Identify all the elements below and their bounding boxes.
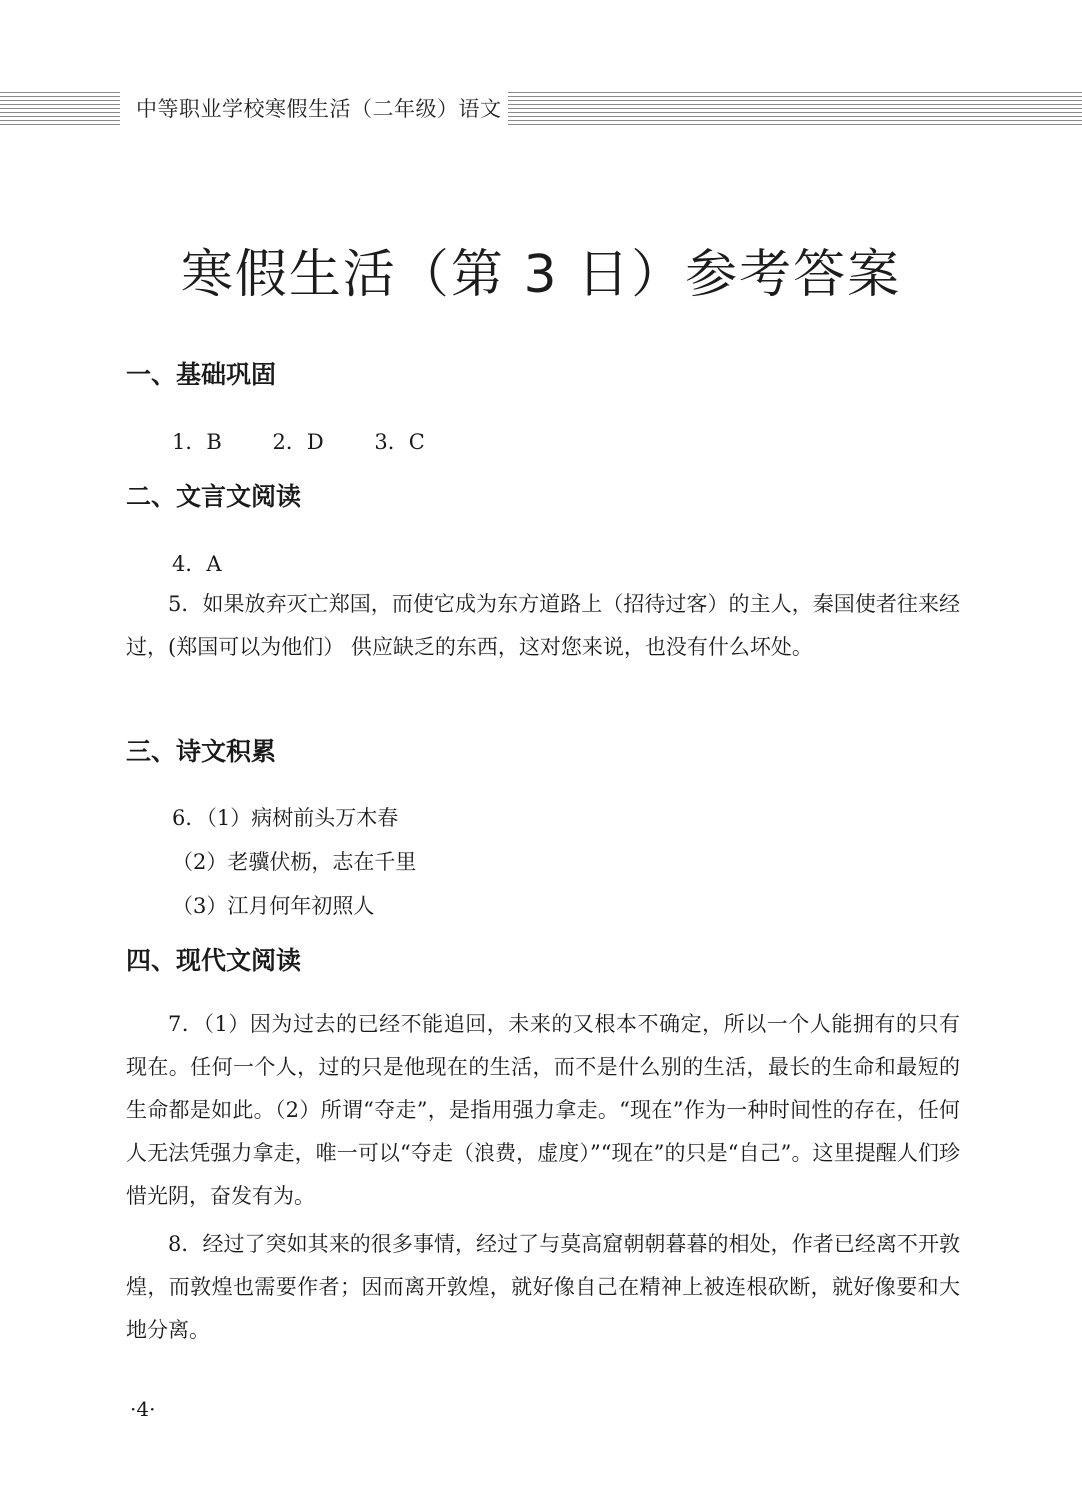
answers-1-3 <box>172 426 469 456</box>
header-title: 中等职业学校寒假生活（二年级）语文 <box>136 97 502 121</box>
answer-8: 8．经过了突如其来的很多事情，经过了与莫高窟朝朝暮暮的相处，作者已经离不开敦煌，而敦煌也需要作者；因而离开敦煌，就好像自己在精神上被连根砍断，就好像要和大地分离。 <box>126 1232 960 1342</box>
section-heading-poetry: 三、诗文积累 <box>126 737 277 766</box>
page-title: 寒假生活（第 3 日）参考答案 <box>180 245 902 305</box>
answer-3: 3．C <box>374 430 425 454</box>
header-stripes-right <box>508 92 1082 126</box>
running-header <box>0 88 1082 130</box>
section-heading-basics: 一、基础巩固 <box>126 360 277 389</box>
answer-1: 1．B <box>172 430 222 454</box>
section-heading-modern-reading: 四、现代文阅读 <box>126 946 302 975</box>
section-heading-classical-reading: 二、文言文阅读 <box>126 482 302 511</box>
answer-4: 4．A <box>172 552 222 576</box>
answer-2: 2．D <box>272 430 324 454</box>
page-number: ·4· <box>130 1397 156 1421</box>
answer-7: 7．（1）因为过去的已经不能追回，未来的又根本不确定，所以一个人能拥有的只有现在。任何一个人，过的只是他现在的生活，而不是什么别的生活，最长的生命和最短的生命都是如此。（2）所谓“夺走”，是指用强力拿走。“现在”作为一种时间性的存在，任何人无法凭强力拿走，唯一可以“夺走（浪费，虚度）”“现在”的只是“自己”。这里提醒人们珍惜光阴，奋发有为。 <box>126 1012 960 1208</box>
answer-5: 5．如果放弃灭亡郑国，而使它成为东方道路上（招待过客）的主人，秦国使者往来经过，(郑国可以为他们） 供应缺乏的东西，这对您来说，也没有什么坏处。 <box>126 592 960 659</box>
answer-6-2: （2）老骥伏枥，志在千里 <box>172 850 417 874</box>
answer-6-3: （3）江月何年初照人 <box>172 894 375 918</box>
answer-6-1: 6．（1）病树前头万木春 <box>172 806 399 830</box>
header-stripes-left <box>0 92 120 126</box>
